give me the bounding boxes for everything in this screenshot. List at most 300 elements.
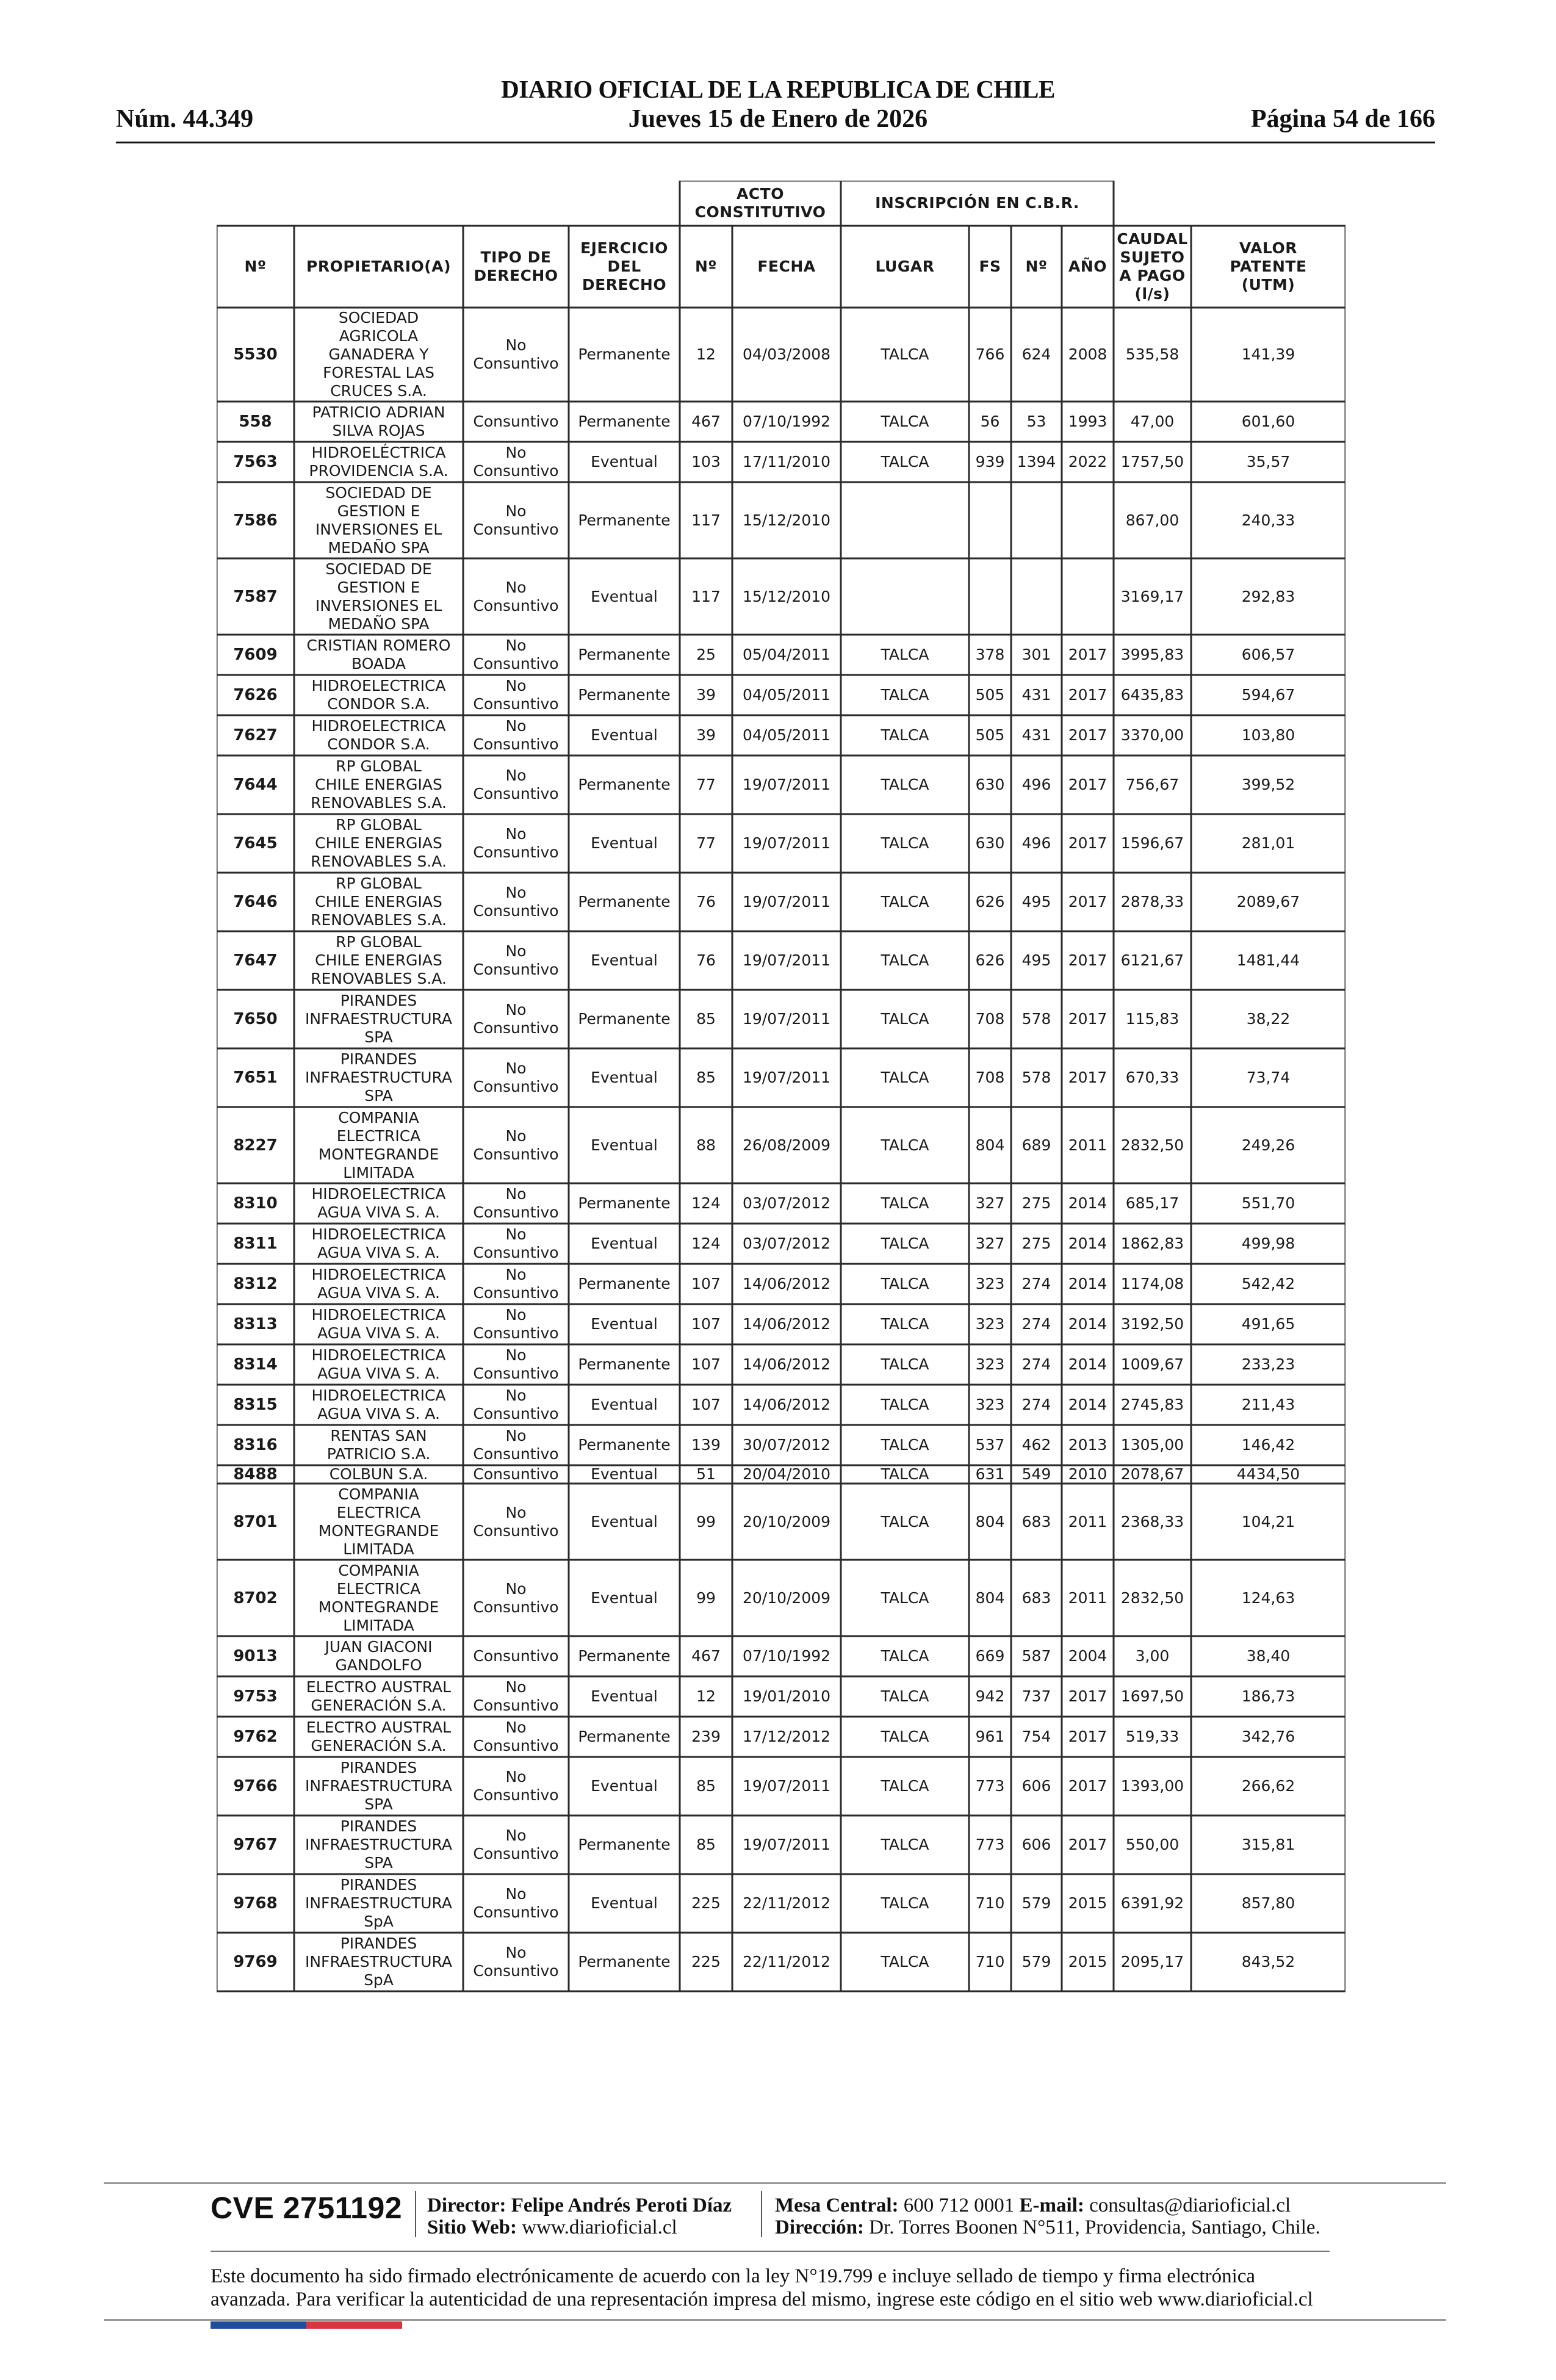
table-cell: No Consuntivo — [473, 1678, 559, 1714]
table-cell: RP GLOBAL CHILE ENERGIAS RENOVABLES S.A. — [311, 757, 447, 812]
footer-rule-mid — [211, 2251, 1330, 2252]
table-cell: 624 — [1021, 345, 1051, 363]
table-cell: No Consuntivo — [473, 1306, 559, 1342]
table-cell: SOCIEDAD AGRICOLA GANADERA Y FORESTAL LAS CRUCES S.A. — [323, 309, 434, 400]
table-cell: 73,74 — [1246, 1069, 1291, 1086]
table-cell: 549 — [1021, 1465, 1051, 1483]
table-cell: 107 — [691, 1315, 721, 1333]
table-cell: Permanente — [578, 511, 671, 529]
table-cell: 85 — [696, 1836, 716, 1853]
table-cell: PIRANDES INFRAESTRUCTURA SpA — [304, 1935, 452, 1989]
table-cell — [1011, 482, 1062, 558]
table-cell: TALCA — [881, 453, 929, 471]
table-cell: Eventual — [591, 1777, 658, 1795]
table-cell: RP GLOBAL CHILE ENERGIAS RENOVABLES S.A. — [311, 874, 447, 929]
table-cell: Eventual — [591, 726, 658, 744]
table-cell: 519,33 — [1125, 1728, 1180, 1745]
table-cell: 867,00 — [1125, 511, 1180, 529]
table-cell: TALCA — [881, 1687, 929, 1705]
table-cell: TALCA — [881, 1512, 929, 1531]
table-cell: 2017 — [1068, 893, 1108, 911]
table-cell: 578 — [1021, 1069, 1051, 1086]
table-cell: 12 — [696, 1687, 716, 1705]
row-number: 9766 — [233, 1777, 278, 1795]
table-cell: No Consuntivo — [473, 884, 559, 920]
mesa-phone: 600 712 0001 — [903, 2194, 1015, 2216]
table-cell: Consuntivo — [473, 1647, 559, 1665]
table-cell: 20/04/2010 — [742, 1465, 831, 1483]
row-number: 9769 — [233, 1953, 278, 1971]
row-number: 7646 — [233, 893, 278, 911]
table-cell: 22/11/2012 — [742, 1894, 831, 1912]
website-line — [427, 2216, 677, 2239]
table-cell: 107 — [691, 1275, 721, 1293]
table-cell: 275 — [1021, 1194, 1051, 1212]
table-cell: 495 — [1021, 951, 1051, 969]
table-cell: 292,83 — [1241, 587, 1295, 605]
table-cell: No Consuntivo — [473, 502, 559, 538]
table-cell: 115,83 — [1125, 1010, 1180, 1028]
table-cell: 683 — [1021, 1512, 1051, 1531]
table-cell: 3169,17 — [1120, 587, 1184, 605]
table-cell: 579 — [1021, 1953, 1051, 1971]
row-number: 9013 — [233, 1647, 278, 1665]
table-cell: 773 — [975, 1777, 1005, 1795]
table-cell: 124 — [691, 1194, 721, 1212]
table-cell: 857,80 — [1241, 1894, 1295, 1912]
table-cell: 274 — [1021, 1355, 1051, 1373]
table-cell: 323 — [975, 1355, 1005, 1373]
table-cell: 85 — [696, 1010, 716, 1028]
table-cell: 499,98 — [1241, 1235, 1295, 1252]
table-cell: 626 — [975, 951, 1005, 969]
table-cell: 14/06/2012 — [742, 1315, 831, 1333]
table-cell: No Consuntivo — [473, 1266, 559, 1302]
table-cell: 233,23 — [1241, 1355, 1295, 1373]
table-cell: 12 — [696, 345, 716, 363]
table-cell: 19/07/2011 — [742, 1836, 831, 1853]
table-cell: PIRANDES INFRAESTRUCTURA SpA — [304, 1876, 452, 1930]
table-cell: TALCA — [881, 1275, 929, 1293]
table-cell: PATRICIO ADRIAN SILVA ROJAS — [312, 403, 445, 439]
table-cell: 19/07/2011 — [742, 1010, 831, 1028]
table-cell: 15/12/2010 — [742, 511, 831, 529]
table-cell: No Consuntivo — [473, 636, 559, 673]
table-cell: 399,52 — [1241, 776, 1295, 793]
table-cell: 107 — [691, 1396, 721, 1413]
table-cell: HIDROELECTRICA AGUA VIVA S. A. — [311, 1306, 446, 1342]
table-cell: 88 — [696, 1136, 716, 1154]
table-cell: 323 — [975, 1315, 1005, 1333]
table-cell: TALCA — [881, 1136, 929, 1154]
table-cell: 281,01 — [1241, 834, 1295, 852]
row-number: 8310 — [233, 1194, 278, 1213]
table-cell: 07/10/1992 — [742, 1647, 831, 1665]
table-cell: No Consuntivo — [473, 1826, 559, 1863]
flag-stripe-red — [306, 2321, 402, 2329]
table-cell: 22/11/2012 — [742, 1953, 831, 1971]
table-cell: 301 — [1021, 646, 1051, 663]
table-cell: 1174,08 — [1120, 1275, 1184, 1293]
table-cell: 04/03/2008 — [742, 345, 831, 363]
table-cell: HIDROELECTRICA CONDOR S.A. — [311, 677, 446, 713]
table-cell: 342,76 — [1241, 1728, 1295, 1745]
table-cell: TALCA — [881, 1315, 929, 1333]
row-number: 8316 — [233, 1436, 278, 1454]
row-number: 7651 — [233, 1069, 278, 1087]
table-cell: TALCA — [881, 776, 929, 793]
table-cell: 2078,67 — [1120, 1465, 1184, 1483]
table-cell: 843,52 — [1241, 1953, 1295, 1971]
table-cell: 19/07/2011 — [742, 834, 831, 852]
row-number: 7627 — [233, 726, 278, 745]
table-cell: 496 — [1021, 834, 1051, 852]
table-cell: 146,42 — [1241, 1436, 1295, 1454]
table-cell: TALCA — [881, 1647, 929, 1665]
table-cell: 2832,50 — [1120, 1588, 1184, 1607]
table-cell: Eventual — [591, 951, 658, 969]
table-cell: No Consuntivo — [473, 1001, 559, 1037]
table-cell: 708 — [975, 1010, 1005, 1028]
table-cell: TALCA — [881, 834, 929, 852]
table-cell: 327 — [975, 1235, 1005, 1252]
page-indicator: Página 54 de 166 — [1250, 105, 1435, 133]
table-cell: PIRANDES INFRAESTRUCTURA SPA — [304, 1817, 452, 1872]
table-cell: 2017 — [1068, 1777, 1108, 1795]
table-cell: 2017 — [1068, 646, 1108, 663]
table-cell: 737 — [1021, 1687, 1051, 1705]
table-cell: 2011 — [1068, 1512, 1108, 1531]
table-cell: TALCA — [881, 1069, 929, 1086]
table-cell: 2022 — [1068, 453, 1108, 471]
table-cell: 2017 — [1068, 1069, 1108, 1086]
cve-code: CVE 2751192 — [211, 2191, 403, 2225]
table-cell: 3995,83 — [1120, 646, 1184, 663]
table-cell: 274 — [1021, 1275, 1051, 1293]
column-header: FS — [979, 258, 1001, 275]
table-cell: 2017 — [1068, 951, 1108, 969]
table-cell: 766 — [975, 345, 1005, 363]
table-cell: 2368,33 — [1120, 1512, 1184, 1531]
contact-line — [775, 2194, 1291, 2217]
table-cell: No Consuntivo — [473, 1885, 559, 1921]
row-number: 9753 — [233, 1687, 278, 1706]
table-cell: Eventual — [591, 1588, 658, 1607]
address-value: Dr. Torres Boonen N°511, Providencia, Santiago, Chile. — [869, 2216, 1320, 2238]
table-cell: No Consuntivo — [473, 825, 559, 861]
table-cell: 2017 — [1068, 834, 1108, 852]
table-cell: JUAN GIACONI GANDOLFO — [325, 1638, 433, 1674]
table-cell: No Consuntivo — [473, 1387, 559, 1423]
table-cell: Eventual — [591, 1136, 658, 1154]
table-cell: 550,00 — [1125, 1836, 1180, 1853]
table-cell: RP GLOBAL CHILE ENERGIAS RENOVABLES S.A. — [311, 816, 447, 870]
table-cell: Permanente — [578, 1728, 671, 1745]
table-cell: Permanente — [578, 413, 671, 430]
table-cell: HIDROELECTRICA CONDOR S.A. — [311, 717, 446, 753]
table-cell: 626 — [975, 893, 1005, 911]
email-link[interactable]: consultas@diarioficial.cl — [1089, 2194, 1291, 2216]
table-cell: No Consuntivo — [473, 1579, 559, 1616]
director-line — [427, 2194, 732, 2217]
table-cell: 1394 — [1017, 453, 1056, 471]
table-cell: 104,21 — [1241, 1512, 1295, 1531]
table-cell: TALCA — [881, 1836, 929, 1853]
table-cell: 683 — [1021, 1588, 1051, 1607]
table-cell: TALCA — [881, 1728, 929, 1745]
table-cell: 2011 — [1068, 1136, 1108, 1154]
table-cell: 141,39 — [1241, 345, 1295, 363]
table-cell: 2089,67 — [1236, 893, 1300, 911]
table-cell: No Consuntivo — [473, 1059, 559, 1095]
table-cell: 19/07/2011 — [742, 1069, 831, 1086]
table-cell: 6121,67 — [1120, 951, 1184, 969]
table-cell: 2878,33 — [1120, 893, 1184, 911]
table-cell: 38,40 — [1246, 1647, 1291, 1665]
group-header-acto: ACTO CONSTITUTIVO — [694, 185, 826, 221]
table-cell: 1697,50 — [1120, 1687, 1184, 1705]
table-cell: 2008 — [1068, 345, 1108, 363]
table-cell: 3,00 — [1135, 1647, 1170, 1665]
table-cell: 462 — [1021, 1436, 1051, 1454]
table-cell: 431 — [1021, 686, 1051, 704]
table-cell: 491,65 — [1241, 1315, 1295, 1333]
table-cell: Eventual — [591, 1512, 658, 1531]
table-cell: 76 — [696, 951, 716, 969]
table-cell: 431 — [1021, 726, 1051, 744]
table-cell: No Consuntivo — [473, 1225, 559, 1261]
table-cell: HIDROELECTRICA AGUA VIVA S. A. — [311, 1185, 446, 1221]
table-cell: 274 — [1021, 1315, 1051, 1333]
row-number: 558 — [239, 413, 272, 431]
table-cell: 19/07/2011 — [742, 951, 831, 969]
column-header: Nº — [244, 258, 267, 275]
table-cell: HIDROELÉCTRICA PROVIDENCIA S.A. — [309, 444, 448, 480]
table-cell: 38,22 — [1246, 1010, 1291, 1028]
column-header: TIPO DE DERECHO — [474, 248, 558, 284]
table-cell: Permanente — [578, 345, 671, 363]
website-link[interactable]: www.diarioficial.cl — [522, 2216, 677, 2238]
table-cell: Eventual — [591, 1687, 658, 1705]
table-cell: 19/07/2011 — [742, 893, 831, 911]
table-cell: Permanente — [578, 1836, 671, 1853]
table-cell: 708 — [975, 1069, 1005, 1086]
table-cell: 2011 — [1068, 1588, 1108, 1607]
table-cell: No Consuntivo — [473, 677, 559, 713]
table-cell: 606 — [1021, 1836, 1051, 1853]
table-cell: 117 — [691, 511, 721, 529]
table-cell: 99 — [696, 1588, 716, 1607]
table-cell: 773 — [975, 1836, 1005, 1853]
table-cell: 225 — [691, 1953, 721, 1971]
table-cell: 6391,92 — [1120, 1894, 1184, 1912]
table-cell: TALCA — [881, 1465, 929, 1483]
table-cell: 19/01/2010 — [742, 1687, 831, 1705]
table-cell: 124,63 — [1241, 1588, 1295, 1607]
table-cell: Eventual — [591, 1235, 658, 1252]
water-rights-table — [217, 181, 1345, 2133]
table-cell: 1862,83 — [1120, 1235, 1184, 1252]
address-line — [775, 2216, 1320, 2239]
table-cell: 2017 — [1068, 1687, 1108, 1705]
table-cell: 4434,50 — [1236, 1465, 1300, 1483]
email-label: E-mail: — [1019, 2194, 1084, 2216]
column-header: VALOR PATENTE (UTM) — [1230, 239, 1307, 294]
table-cell: No Consuntivo — [473, 1346, 559, 1382]
column-header: LUGAR — [875, 258, 935, 275]
table-cell: PIRANDES INFRAESTRUCTURA SPA — [304, 1050, 452, 1105]
column-header: PROPIETARIO(A) — [306, 258, 451, 275]
table-cell: TALCA — [881, 345, 929, 363]
row-number: 5530 — [233, 345, 278, 364]
table-cell: 2017 — [1068, 726, 1108, 744]
table-cell: No Consuntivo — [473, 336, 559, 372]
row-number: 7647 — [233, 951, 278, 970]
table-cell: 39 — [696, 686, 716, 704]
row-number: 7563 — [233, 453, 278, 471]
table-cell: 315,81 — [1241, 1836, 1295, 1853]
table-cell: Permanente — [578, 893, 671, 911]
table-cell: 14/06/2012 — [742, 1355, 831, 1373]
table-cell: PIRANDES INFRAESTRUCTURA SPA — [304, 992, 452, 1046]
table-cell: No Consuntivo — [473, 578, 559, 615]
row-number: 8313 — [233, 1315, 278, 1333]
group-header-inscripcion: INSCRIPCIÓN EN C.B.R. — [875, 194, 1079, 212]
table-cell: Eventual — [591, 1315, 658, 1333]
table-cell: 117 — [691, 587, 721, 605]
table-cell: 53 — [1026, 413, 1046, 430]
table-cell: 756,67 — [1125, 776, 1180, 793]
table-cell: Consuntivo — [473, 1465, 559, 1483]
table-cell: TALCA — [881, 413, 929, 430]
table-cell: TALCA — [881, 1235, 929, 1252]
table-cell: Eventual — [591, 453, 658, 471]
table-cell: 754 — [1021, 1728, 1051, 1745]
table-cell: 689 — [1021, 1136, 1051, 1154]
table-cell: Eventual — [591, 587, 658, 605]
table-cell: 17/12/2012 — [742, 1728, 831, 1745]
table-cell: HIDROELECTRICA AGUA VIVA S. A. — [311, 1346, 446, 1382]
table-cell: 2014 — [1068, 1315, 1108, 1333]
table-cell: 85 — [696, 1069, 716, 1086]
table-cell: 2004 — [1068, 1647, 1108, 1665]
row-number: 9768 — [233, 1894, 278, 1913]
table-cell: COLBUN S.A. — [329, 1465, 428, 1483]
table-cell: 39 — [696, 726, 716, 744]
table-cell: 1993 — [1068, 413, 1108, 430]
table-cell: 1393,00 — [1120, 1777, 1184, 1795]
row-number: 8702 — [233, 1588, 278, 1607]
newspaper-title: DIARIO OFICIAL DE LA REPUBLICA DE CHILE — [501, 75, 1055, 103]
table-cell: No Consuntivo — [473, 1944, 559, 1980]
table-cell: 249,26 — [1241, 1136, 1295, 1154]
table-cell: 939 — [975, 453, 1005, 471]
table-cell: 578 — [1021, 1010, 1051, 1028]
website-label: Sitio Web: — [427, 2216, 517, 2238]
table-cell: 1305,00 — [1120, 1436, 1184, 1454]
header-rule — [116, 142, 1435, 143]
table-cell: 6435,83 — [1120, 686, 1184, 704]
table-cell: 710 — [975, 1953, 1005, 1971]
table-cell: SOCIEDAD DE GESTION E INVERSIONES EL MEDAÑO SPA — [315, 483, 442, 557]
table-cell: CRISTIAN ROMERO BOADA — [306, 636, 451, 673]
table-cell: 03/07/2012 — [742, 1194, 831, 1212]
table-cell: 535,58 — [1125, 345, 1180, 363]
table-cell: 505 — [975, 726, 1005, 744]
footer-rule-top — [104, 2182, 1446, 2184]
table-cell: Eventual — [591, 834, 658, 852]
table-cell: 594,67 — [1241, 686, 1295, 704]
table-cell: ELECTRO AUSTRAL GENERACIÓN S.A. — [306, 1678, 452, 1714]
table-cell: No Consuntivo — [473, 942, 559, 978]
table-cell: 30/07/2012 — [742, 1436, 831, 1454]
table-cell: HIDROELECTRICA AGUA VIVA S. A. — [311, 1225, 446, 1261]
table-cell: TALCA — [881, 1588, 929, 1607]
table-cell — [1011, 558, 1062, 635]
table-cell — [841, 558, 969, 635]
table-cell: 804 — [975, 1512, 1005, 1531]
column-header: EJERCICIO DEL DERECHO — [580, 239, 668, 294]
row-number: 7644 — [233, 776, 278, 794]
column-header: CAUDAL SUJETO A PAGO (l/s) — [1117, 230, 1188, 303]
table-cell: TALCA — [881, 1894, 929, 1912]
row-number: 9762 — [233, 1728, 278, 1746]
table-cell: 274 — [1021, 1396, 1051, 1413]
table-cell: No Consuntivo — [473, 766, 559, 802]
table-cell: 2745,83 — [1120, 1396, 1184, 1413]
table-cell: No Consuntivo — [473, 1127, 559, 1163]
table-cell: 606,57 — [1241, 646, 1295, 663]
table-cell: 804 — [975, 1136, 1005, 1154]
table-cell: 2014 — [1068, 1275, 1108, 1293]
table-cell: 551,70 — [1241, 1194, 1295, 1212]
table-cell: 2832,50 — [1120, 1136, 1184, 1154]
table-cell: 323 — [975, 1396, 1005, 1413]
table-cell: 606 — [1021, 1777, 1051, 1795]
table-cell: No Consuntivo — [473, 444, 559, 480]
table-cell: No Consuntivo — [473, 717, 559, 753]
table-cell: Permanente — [578, 1194, 671, 1212]
table-cell: 2017 — [1068, 1728, 1108, 1745]
table-cell: Permanente — [578, 776, 671, 793]
table-cell: 19/07/2011 — [742, 1777, 831, 1795]
table-cell: 139 — [691, 1436, 721, 1454]
table-cell: ELECTRO AUSTRAL GENERACIÓN S.A. — [306, 1718, 452, 1754]
table-cell: 25 — [696, 646, 716, 663]
table-cell: 107 — [691, 1355, 721, 1373]
table-cell: Eventual — [591, 1069, 658, 1086]
row-number: 8701 — [233, 1512, 278, 1531]
table-cell: 542,42 — [1241, 1275, 1295, 1293]
table-cell: 942 — [975, 1687, 1005, 1705]
table-cell: 211,43 — [1241, 1396, 1295, 1413]
table-cell: Consuntivo — [473, 413, 559, 430]
table-cell: 240,33 — [1241, 511, 1295, 529]
table-cell: 76 — [696, 893, 716, 911]
table-cell: TALCA — [881, 1953, 929, 1971]
table-cell: 496 — [1021, 776, 1051, 793]
table-cell: 186,73 — [1241, 1687, 1295, 1705]
table-cell: TALCA — [881, 726, 929, 744]
table-cell: 20/10/2009 — [742, 1588, 831, 1607]
table-cell: 630 — [975, 776, 1005, 793]
row-number: 8315 — [233, 1396, 278, 1414]
table-cell: 2017 — [1068, 1010, 1108, 1028]
row-number: 7586 — [233, 511, 278, 530]
table-cell: RENTAS SAN PATRICIO S.A. — [326, 1427, 431, 1463]
table-cell: Permanente — [578, 686, 671, 704]
table-cell: 15/12/2010 — [742, 587, 831, 605]
